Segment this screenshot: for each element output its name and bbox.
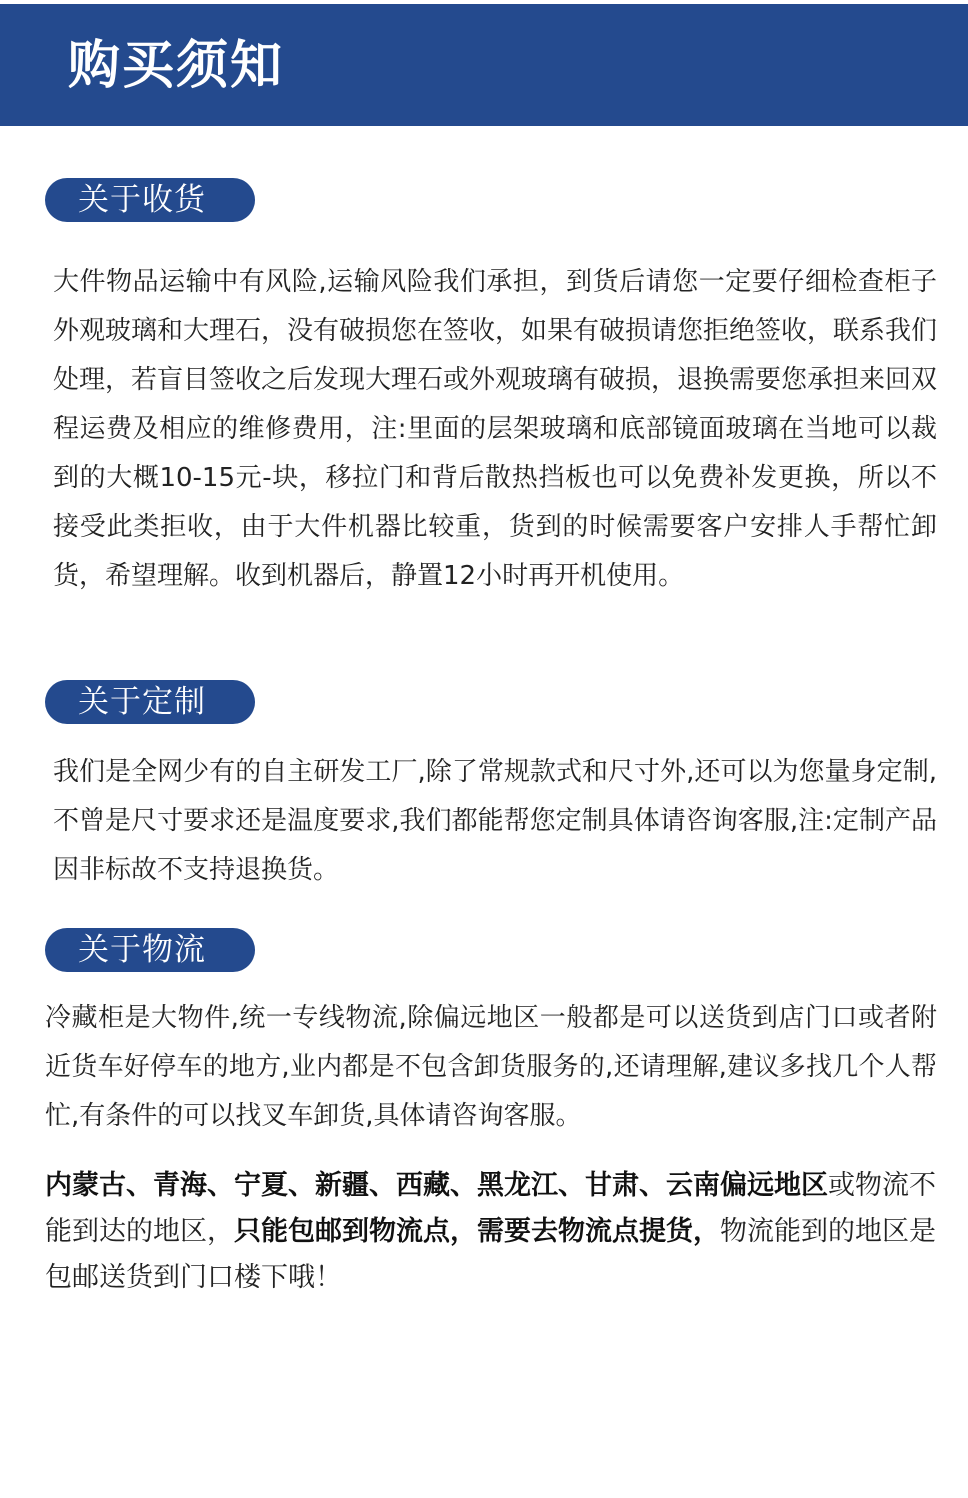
- section-heading-customization: 关于定制: [45, 680, 255, 724]
- receiving-paragraph: 大件物品运输中有风险,运输风险我们承担，到货后请您一定要仔细检查柜子外观玻璃和大理石，没有破损您在签收，如果有破损请您拒绝签收，联系我们处理，若盲目签收之后发现大理石或外观玻璃有破损，退换需要您承担来回双程运费及相应的维修费用，注:里面的层架玻璃和底部镜面玻璃在当地可以裁到的大概10-15元-块，移拉门和背后散热挡板也可以免费补发更换，所以不接受此类拒收，由于大件机器比较重，货到的时候需要客户安排人手帮忙卸货，希望理解。收到机器后，静置12小时再开机使用。: [53, 267, 938, 591]
- header-banner: [0, 4, 968, 126]
- customization-paragraph: 我们是全网少有的自主研发工厂,除了常规款式和尺寸外,还可以为您量身定制,不曾是尺寸要求还是温度要求,我们都能帮您定制具体请咨询客服,注:定制产品因非标故不支持退换货。: [53, 757, 937, 885]
- logistics-paragraph: 冷藏柜是大物件,统一专线物流,除偏远地区一般都是可以送货到店门口或者附近货车好停车的地方,业内都是不包含卸货服务的,还请理解,建议多找几个人帮忙,有条件的可以找叉车卸货,具体请咨询客服。: [45, 1003, 937, 1131]
- page-title: 购买须知: [68, 36, 285, 96]
- notice-text-1: 或物流不能到达的地区，: [45, 1170, 936, 1247]
- pickup-notice-bold: 只能包邮到物流点，需要去物流点提货，: [234, 1216, 720, 1247]
- section-heading-logistics: 关于物流: [45, 928, 255, 972]
- section-heading-receiving: 关于收货: [45, 178, 255, 222]
- remote-area-notice: [45, 1163, 945, 1301]
- notice-text-2: 物流能到的地区是包邮送货到门口楼下哦！: [45, 1216, 936, 1293]
- remote-regions-bold: 内蒙古、青海、宁夏、新疆、西藏、黑龙江、甘肃、云南偏远地区: [45, 1170, 828, 1201]
